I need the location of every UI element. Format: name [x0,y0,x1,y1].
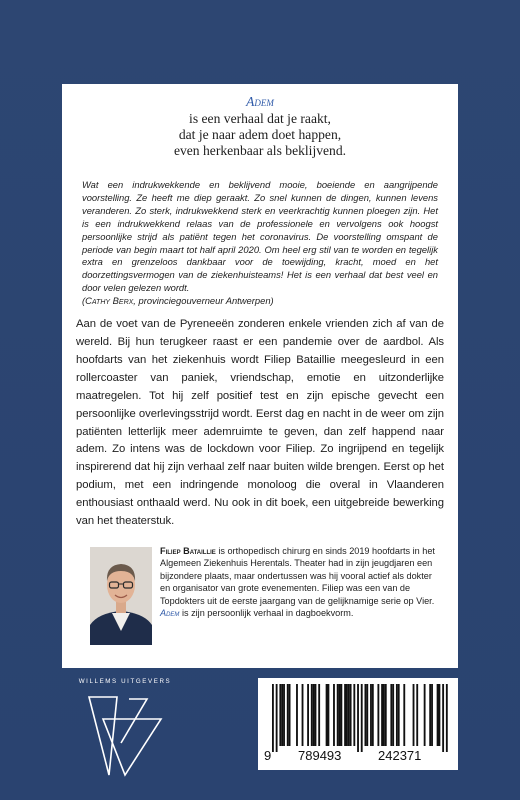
bio-book-title: Adem [160,607,180,618]
bio-part1: is orthopedisch chirurg en sinds 2019 hoofdarts in het Algemeen Ziekenhuis Herentals. Theater had in zijn jeugdjaren een bijzondere plaats, maar ondertussen was hij vooral actief als dokter en organisator van grote evenementen. Filiep was een van de Topdokters uit de eerste jaargang van de gelijknamige serie op Vier. [160,545,435,606]
barcode-bar [383,684,385,746]
barcode-bar [398,684,400,746]
barcode-bar [370,684,372,746]
bio-text [160,545,444,619]
publisher-logo [70,676,180,792]
barcode-bar [357,684,359,752]
barcode-bar [315,684,317,746]
barcode-bar [424,684,426,746]
barcode-bar [340,684,342,746]
barcode-bar [281,684,283,746]
barcode-digits-right: 242371 [378,748,422,763]
isbn-barcode [258,678,458,770]
barcode-bar [396,684,398,746]
barcode-bar [311,684,313,746]
barcode-bar [344,684,346,746]
barcode-bar [346,684,348,746]
attribution-rest: , provinciegouverneur Antwerpen) [133,295,274,307]
quote-text: Wat een indrukwekkende en beklijvend mooie, boeiende en aangrijpende voorstelling. Ze heeft me diep geraakt. Zo snel kunnen de dingen, kunnen levens veranderen. Zo sterk, indrukwekkend sterk en veerkrachtig kunnen ploegen zijn. Het is een indrukwekkend relaas van de professionele en vervolgens ook hoogst persoonlijke strijd als patiënt tegen het coronavirus. De voorstelling omspant de periode van begin maart tot half april 2020. Om heel erg stil van te worden en tegelijk extra en grenzeloos dankbaar voor de toewijding, kracht, moed en het doorzettingsvermogen van de ziekenhuisteams! Het is een verhaal dat best veel en door velen gelezen wordt. [82,179,438,294]
publisher-name: WILLEMS UITGEVERS [78,678,172,685]
book-blurb: Aan de voet van de Pyreneeën zonderen enkele vrienden zich af van de wereld. Bij hun terugkeer raast er een pandemie over de aardbol. Als hoofdarts van het ziekenhuis wordt Filiep Bataillie meegesleurd in een rollercoaster van paniek, vriendschap, emotie en uitzonderlijke maatregelen. Tot hij zelf positief test en zijn epische gevecht een persoonlijke overlevingsstrijd wordt. Eerst dag en nacht in de weer om zijn patiënten letterlijk meer ademruimte te geven, dan zelf happend naar adem. Zo intens was de lockdown voor Filiep. Zo ingrijpend en tegelijk inspirerend dat hij zijn verhaal zelf naar buiten wilde brengen. Eerst op het podium, met een indringende monoloog die overal in Vlaanderen enthousiast onthaald werd. Nu ook in dit boek, een uitgebreide bewerking van het theaterstuk. [76,318,444,528]
barcode-bar [333,684,335,746]
barcode-bar [302,684,304,746]
barcode-bar [437,684,439,746]
barcode-bar [279,684,281,746]
barcode-bar [431,684,433,746]
barcode-digit-first: 9 [264,748,272,763]
barcode-bar [439,684,441,746]
bio-part2: is zijn persoonlijk verhaal in dagboekvorm. [179,607,354,618]
poem-line: even herkenbaar als beklijvend. [173,143,347,158]
barcode-bar [326,684,328,746]
poem-title: Adem [246,94,274,109]
barcode-bar [381,684,383,746]
poem-line: dat je naar adem doet happen, [178,127,342,142]
barcode-bar [348,684,350,746]
barcode-bar [276,684,278,752]
quote-attribution [82,295,438,308]
barcode-bar [366,684,368,746]
attribution-name: Cathy Berx [85,295,134,307]
barcode-bar [289,684,291,746]
barcode-bar [442,684,444,752]
barcode-bar [416,684,418,746]
barcode-bar [361,684,363,752]
barcode-bar [296,684,298,746]
barcode-bar [392,684,394,746]
barcode-bar [365,684,367,746]
barcode-bar [372,684,374,746]
barcode-bar [313,684,315,746]
barcode-bar [353,684,355,746]
barcode-bars [258,682,458,752]
barcode-bar [307,684,309,746]
author-photo [90,547,152,645]
barcode-bar [385,684,387,746]
barcode-bar [283,684,285,746]
barcode-digits [258,748,458,764]
attribution-open: ( [82,295,86,307]
author-bio [76,545,444,653]
barcode-bar [328,684,330,746]
barcode-bar [390,684,392,746]
willems-w-logo-icon [85,689,165,779]
barcode-bar [339,684,341,746]
barcode-bar [318,684,320,746]
poem-line: is een verhaal dat je raakt, [189,111,331,126]
barcode-bar [403,684,405,746]
review-quote [76,179,444,308]
text-panel [62,84,458,668]
author-name: Filiep Bataillie [160,545,216,556]
barcode-bar [337,684,339,746]
barcode-bar [446,684,448,752]
barcode-bar [429,684,431,746]
barcode-bar [350,684,352,746]
barcode-bar [287,684,289,746]
barcode-digits-left: 789493 [298,748,342,763]
barcode-bar [413,684,415,746]
poem [76,94,444,159]
barcode-bar [272,684,274,752]
barcode-bar [377,684,379,746]
